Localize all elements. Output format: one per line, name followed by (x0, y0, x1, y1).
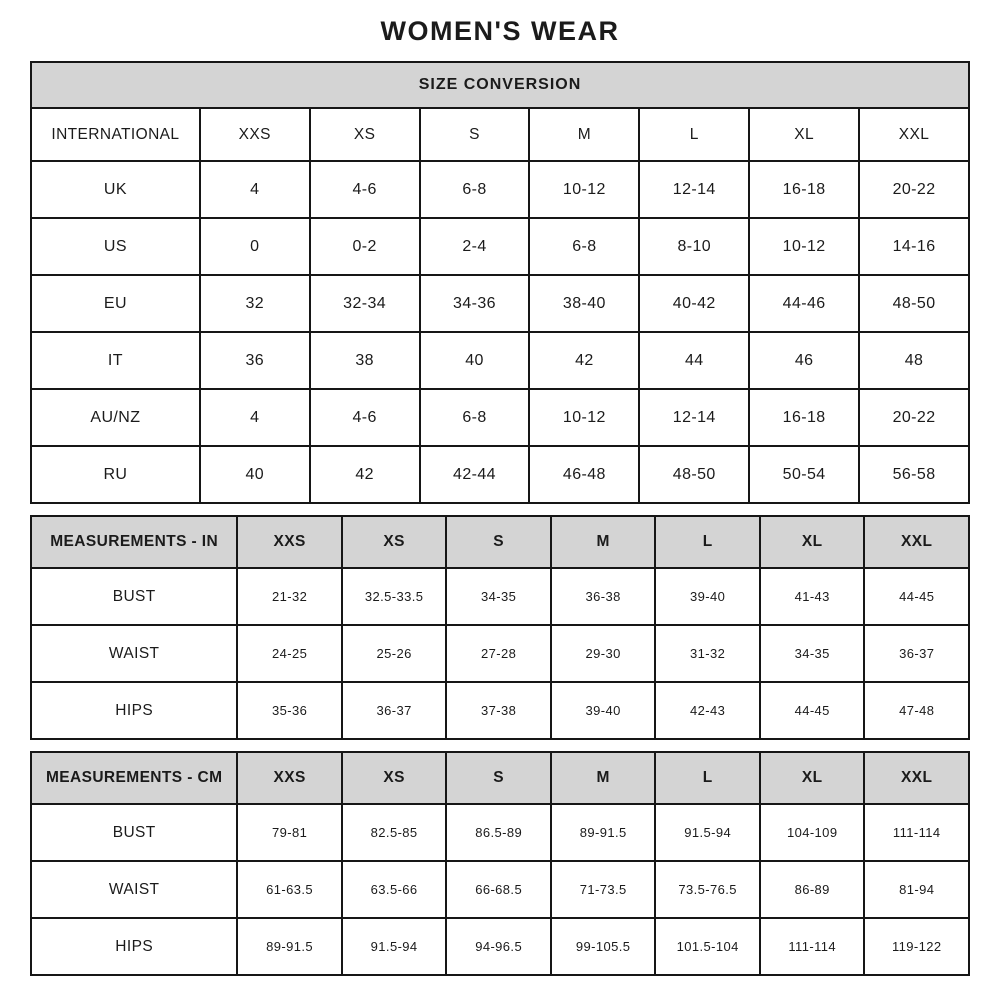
value-cell: 4 (200, 389, 310, 446)
value-cell: 86.5-89 (446, 804, 551, 861)
row-label: UK (31, 161, 200, 218)
row-label: RU (31, 446, 200, 503)
row-label: US (31, 218, 200, 275)
row-header-label: MEASUREMENTS - CM (31, 752, 237, 804)
row-label: IT (31, 332, 200, 389)
value-cell: 101.5-104 (655, 918, 760, 975)
value-cell: 44-45 (760, 682, 865, 739)
table-row (31, 625, 969, 682)
size-column-header: L (639, 108, 749, 161)
value-cell: 35-36 (237, 682, 342, 739)
value-cell: 41-43 (760, 568, 865, 625)
value-cell: 20-22 (859, 161, 969, 218)
value-cell: 119-122 (864, 918, 969, 975)
value-cell: 34-36 (420, 275, 530, 332)
value-cell: 46 (749, 332, 859, 389)
value-cell: 2-4 (420, 218, 530, 275)
table-row (31, 332, 969, 389)
size-column-header: S (446, 752, 551, 804)
size-column-header: XXS (237, 516, 342, 568)
value-cell: 81-94 (864, 861, 969, 918)
value-cell: 6-8 (529, 218, 639, 275)
value-cell: 40 (420, 332, 530, 389)
size-column-header: XS (342, 516, 447, 568)
value-cell: 32 (200, 275, 310, 332)
value-cell: 4-6 (310, 161, 420, 218)
value-cell: 29-30 (551, 625, 656, 682)
value-cell: 71-73.5 (551, 861, 656, 918)
value-cell: 39-40 (551, 682, 656, 739)
value-cell: 48-50 (859, 275, 969, 332)
table-header-row (31, 752, 969, 804)
size-column-header: XXL (864, 752, 969, 804)
value-cell: 46-48 (529, 446, 639, 503)
table-row (31, 568, 969, 625)
value-cell: 32.5-33.5 (342, 568, 447, 625)
value-cell: 36-37 (342, 682, 447, 739)
value-cell: 91.5-94 (655, 804, 760, 861)
size-column-header: M (551, 752, 656, 804)
value-cell: 40 (200, 446, 310, 503)
table-row (31, 918, 969, 975)
value-cell: 10-12 (749, 218, 859, 275)
measurements-cm-table (30, 751, 970, 976)
value-cell: 42 (310, 446, 420, 503)
value-cell: 34-35 (760, 625, 865, 682)
row-label: HIPS (31, 918, 237, 975)
measurements-in-table (30, 515, 970, 740)
size-column-header: M (529, 108, 639, 161)
value-cell: 66-68.5 (446, 861, 551, 918)
size-column-header: S (446, 516, 551, 568)
table-row (31, 804, 969, 861)
table-row (31, 682, 969, 739)
value-cell: 86-89 (760, 861, 865, 918)
value-cell: 42-43 (655, 682, 760, 739)
value-cell: 42-44 (420, 446, 530, 503)
value-cell: 42 (529, 332, 639, 389)
size-column-header: XS (342, 752, 447, 804)
value-cell: 8-10 (639, 218, 749, 275)
row-label: EU (31, 275, 200, 332)
table-row (31, 218, 969, 275)
value-cell: 91.5-94 (342, 918, 447, 975)
value-cell: 16-18 (749, 389, 859, 446)
table-title: SIZE CONVERSION (31, 62, 969, 108)
size-column-header: XXS (200, 108, 310, 161)
value-cell: 24-25 (237, 625, 342, 682)
value-cell: 14-16 (859, 218, 969, 275)
table-header-row (31, 108, 969, 161)
value-cell: 50-54 (749, 446, 859, 503)
value-cell: 44 (639, 332, 749, 389)
row-label: BUST (31, 804, 237, 861)
value-cell: 61-63.5 (237, 861, 342, 918)
size-chart-page (30, 16, 970, 976)
table-row (31, 275, 969, 332)
size-conversion-table (30, 61, 970, 504)
value-cell: 89-91.5 (237, 918, 342, 975)
value-cell: 16-18 (749, 161, 859, 218)
value-cell: 21-32 (237, 568, 342, 625)
size-column-header: XL (760, 752, 865, 804)
row-label: AU/NZ (31, 389, 200, 446)
table-title-row (31, 62, 969, 108)
value-cell: 82.5-85 (342, 804, 447, 861)
size-column-header: L (655, 516, 760, 568)
row-label: WAIST (31, 861, 237, 918)
size-column-header: XXL (859, 108, 969, 161)
size-column-header: XXL (864, 516, 969, 568)
size-column-header: M (551, 516, 656, 568)
size-column-header: XXS (237, 752, 342, 804)
value-cell: 38-40 (529, 275, 639, 332)
value-cell: 12-14 (639, 389, 749, 446)
value-cell: 36-37 (864, 625, 969, 682)
table-row (31, 161, 969, 218)
value-cell: 4 (200, 161, 310, 218)
row-label: HIPS (31, 682, 237, 739)
value-cell: 111-114 (760, 918, 865, 975)
row-label: WAIST (31, 625, 237, 682)
value-cell: 6-8 (420, 161, 530, 218)
page-title: WOMEN'S WEAR (380, 16, 620, 46)
value-cell: 47-48 (864, 682, 969, 739)
value-cell: 99-105.5 (551, 918, 656, 975)
value-cell: 56-58 (859, 446, 969, 503)
value-cell: 34-35 (446, 568, 551, 625)
value-cell: 36 (200, 332, 310, 389)
value-cell: 38 (310, 332, 420, 389)
value-cell: 94-96.5 (446, 918, 551, 975)
value-cell: 63.5-66 (342, 861, 447, 918)
size-column-header: L (655, 752, 760, 804)
value-cell: 32-34 (310, 275, 420, 332)
row-header-label: INTERNATIONAL (31, 108, 200, 161)
size-column-header: XS (310, 108, 420, 161)
value-cell: 44-45 (864, 568, 969, 625)
row-header-label: MEASUREMENTS - IN (31, 516, 237, 568)
row-label: BUST (31, 568, 237, 625)
value-cell: 0-2 (310, 218, 420, 275)
value-cell: 104-109 (760, 804, 865, 861)
size-column-header: XL (760, 516, 865, 568)
value-cell: 40-42 (639, 275, 749, 332)
value-cell: 89-91.5 (551, 804, 656, 861)
value-cell: 48 (859, 332, 969, 389)
value-cell: 39-40 (655, 568, 760, 625)
table-row (31, 446, 969, 503)
value-cell: 36-38 (551, 568, 656, 625)
value-cell: 10-12 (529, 389, 639, 446)
value-cell: 111-114 (864, 804, 969, 861)
value-cell: 12-14 (639, 161, 749, 218)
table-row (31, 861, 969, 918)
table-header-row (31, 516, 969, 568)
value-cell: 6-8 (420, 389, 530, 446)
value-cell: 20-22 (859, 389, 969, 446)
value-cell: 27-28 (446, 625, 551, 682)
size-column-header: XL (749, 108, 859, 161)
value-cell: 79-81 (237, 804, 342, 861)
value-cell: 25-26 (342, 625, 447, 682)
size-column-header: S (420, 108, 530, 161)
value-cell: 10-12 (529, 161, 639, 218)
value-cell: 0 (200, 218, 310, 275)
table-row (31, 389, 969, 446)
value-cell: 31-32 (655, 625, 760, 682)
value-cell: 44-46 (749, 275, 859, 332)
value-cell: 48-50 (639, 446, 749, 503)
value-cell: 37-38 (446, 682, 551, 739)
value-cell: 73.5-76.5 (655, 861, 760, 918)
value-cell: 4-6 (310, 389, 420, 446)
